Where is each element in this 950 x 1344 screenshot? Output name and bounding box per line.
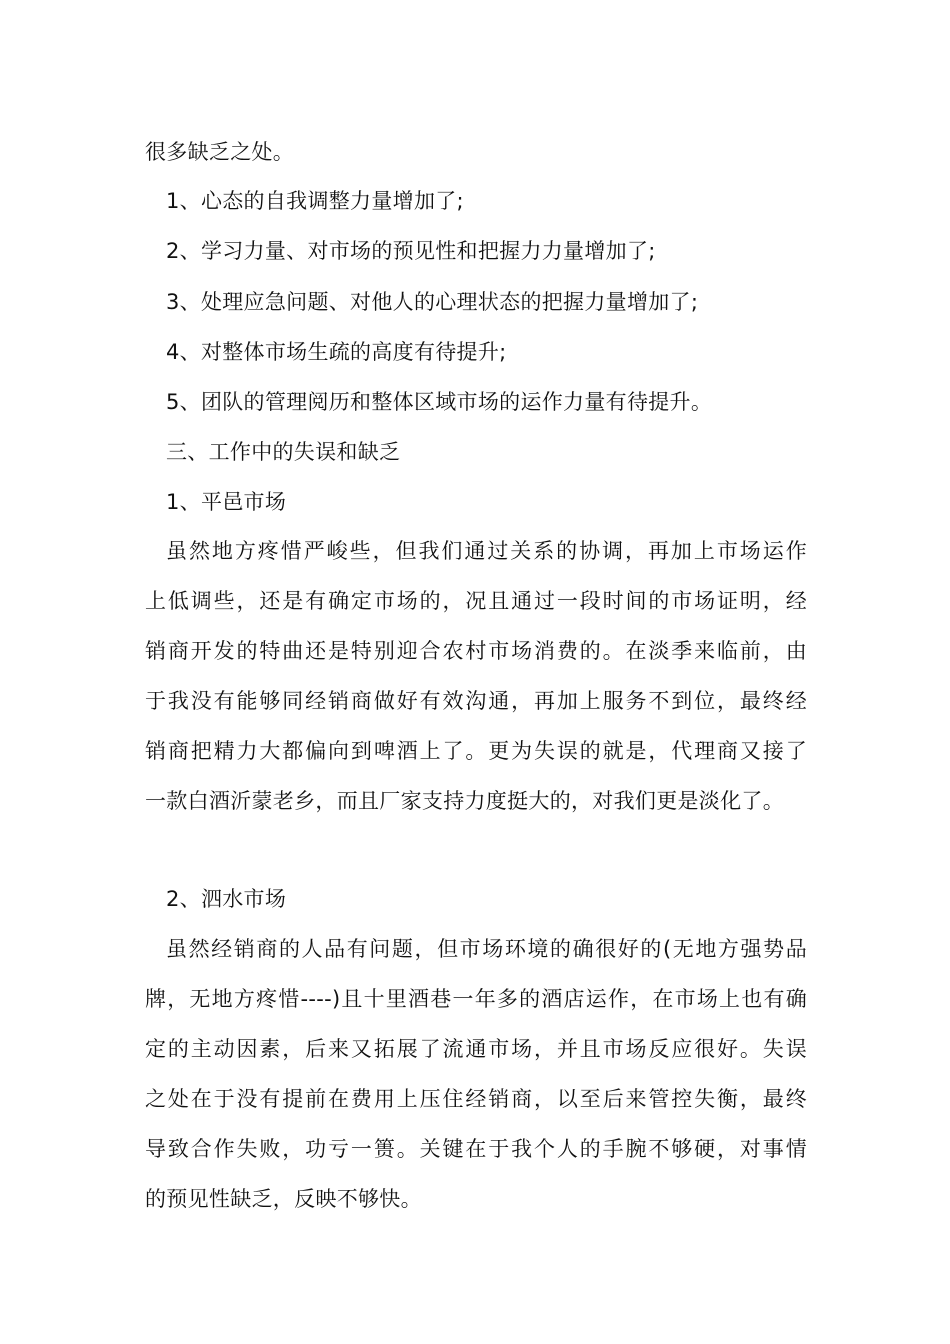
subsection-2-line-4: 之处在于没有提前在费用上压住经销商，以至后来管控失衡，最终 xyxy=(145,1087,807,1111)
intro-tail-text: 很多缺乏之处。 xyxy=(145,140,295,164)
list-item-3: 3、处理应急问题、对他人的心理状态的把握力量增加了; xyxy=(166,290,699,314)
subsection-1-line-6: 一款白酒沂蒙老乡，而且厂家支持力度挺大的，对我们更是淡化了。 xyxy=(145,789,784,813)
subsection-2-title: 2、泗水市场 xyxy=(166,887,287,911)
list-item-5: 5、团队的管理阅历和整体区域市场的运作力量有待提升。 xyxy=(166,390,713,414)
subsection-1-line-1: 虽然地方疼惜严峻些，但我们通过关系的协调，再加上市场运作 xyxy=(166,539,807,563)
subsection-2-line-1: 虽然经销商的人品有问题，但市场环境的确很好的(无地方强势品 xyxy=(166,937,807,961)
subsection-1-line-4: 于我没有能够同经销商做好有效沟通，再加上服务不到位，最终经 xyxy=(145,689,807,713)
subsection-2-line-5: 导致合作失败，功亏一篑。关键在于我个人的手腕不够硬，对事情 xyxy=(145,1137,807,1161)
section-heading: 三、工作中的失误和缺乏 xyxy=(166,440,401,464)
subsection-1-line-5: 销商把精力大都偏向到啤酒上了。更为失误的就是，代理商又接了 xyxy=(145,739,807,763)
subsection-1-line-2: 上低调些，还是有确定市场的，况且通过一段时间的市场证明，经 xyxy=(145,589,807,613)
list-item-2: 2、学习力量、对市场的预见性和把握力力量增加了; xyxy=(166,239,656,263)
subsection-2-line-6: 的预见性缺乏，反映不够快。 xyxy=(145,1187,422,1211)
subsection-2-line-3: 定的主动因素，后来又拓展了流通市场，并且市场反应很好。失误 xyxy=(145,1037,807,1061)
subsection-2-line-2: 牌，无地方疼惜----)且十里酒巷一年多的酒店运作，在市场上也有确 xyxy=(145,987,807,1011)
list-item-1: 1、心态的自我调整力量增加了; xyxy=(166,189,464,213)
subsection-1-title: 1、平邑市场 xyxy=(166,490,287,514)
subsection-1-line-3: 销商开发的特曲还是特别迎合农村市场消费的。在淡季来临前，由 xyxy=(145,639,807,663)
list-item-4: 4、对整体市场生疏的高度有待提升; xyxy=(166,340,507,364)
